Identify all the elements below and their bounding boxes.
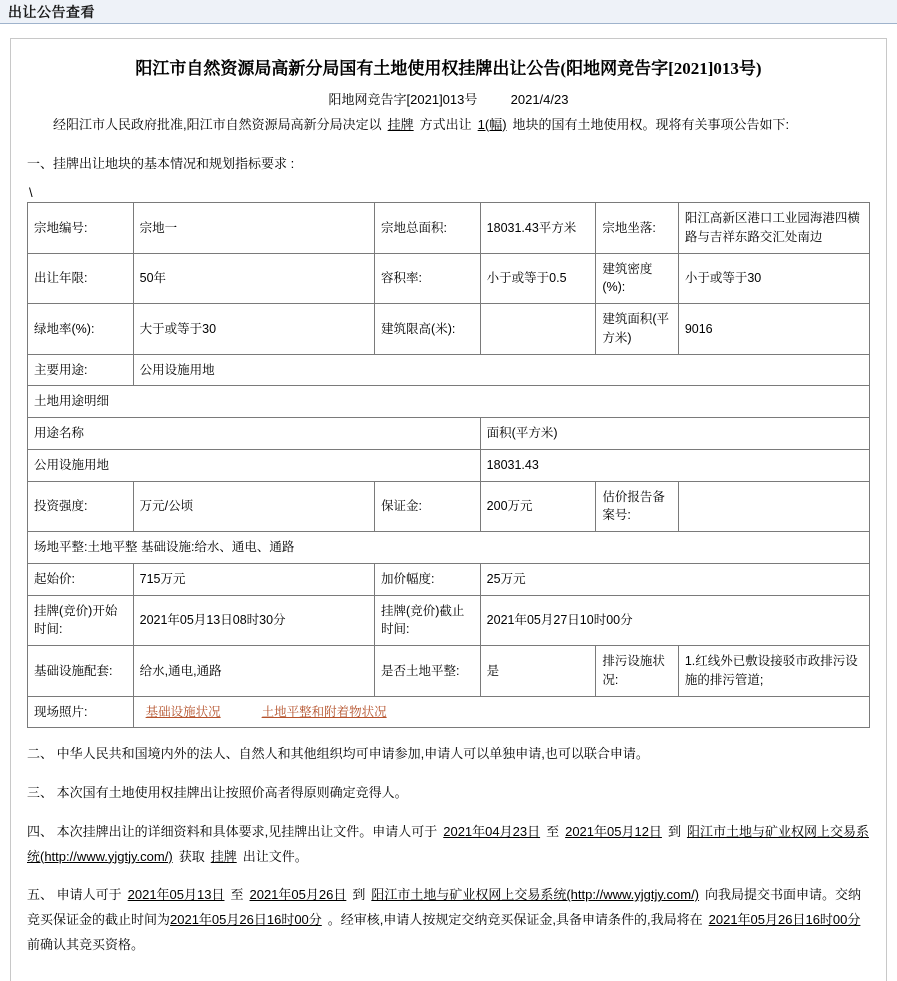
cell-site-preparation-note: 场地平整:土地平整 基础设施:给水、通电、通路 (28, 532, 870, 564)
doc-date: 2021/4/23 (510, 91, 569, 107)
cell-density-label: 建筑密度(%): (596, 253, 678, 304)
intro-text-3: 地块的国有土地使用权。现将有关事项公告如下: (512, 116, 790, 132)
clause-5-confirm-deadline: 2021年05月26日16时00分 (708, 911, 861, 927)
clause-5 (27, 883, 870, 957)
link-infrastructure-photos[interactable]: 基础设施状况 (145, 704, 221, 719)
cell-listing-end-label: 挂牌(竞价)截止时间: (375, 595, 481, 646)
clause-5-system-url: 阳江市土地与矿业权网上交易系统(http://www.yjgtjy.com/) (371, 887, 700, 903)
clause-4-system-url: 阳江市土地与矿业权网上交易系统(http://www.yjgtjy.com/) (27, 823, 869, 864)
cell-location-value: 阳江高新区港口工业园海港四横路与吉祥东路交汇处南边 (678, 203, 869, 254)
clause-5-text-1: 五、 申请人可于 (27, 887, 122, 903)
cell-leveled-value: 是 (480, 646, 596, 697)
cell-use-area-header: 面积(平方米) (480, 418, 869, 450)
table-row (28, 481, 870, 532)
clause-4-date-from: 2021年04月23日 (443, 823, 541, 839)
window-title: 出让公告查看 (8, 3, 95, 20)
table-row (28, 304, 870, 355)
cell-sewage-value: 1.红线外已敷设接驳市政排污设施的排污管道; (678, 646, 869, 697)
cell-total-area-value: 18031.43平方米 (480, 203, 596, 254)
cell-height-limit-value (480, 304, 596, 355)
clause-2: 二、 中华人民共和国境内外的法人、自然人和其他组织均可申请参加,申请人可以单独申请,也可以联合申请。 (27, 746, 649, 762)
cell-appraisal-label: 估价报告备案号: (596, 481, 678, 532)
stray-mark: \ (29, 184, 33, 200)
cell-use-name-header: 用途名称 (28, 418, 481, 450)
clause-4-text-4: 获取 (178, 848, 205, 864)
cell-sewage-label: 排污设施状况: (596, 646, 678, 697)
document-frame (10, 38, 887, 981)
clause-4-text-5: 出让文件。 (242, 848, 308, 864)
cell-green-rate-label: 绿地率(%): (28, 304, 134, 355)
table-row (28, 449, 870, 481)
table-row (28, 354, 870, 386)
intro-method: 挂牌 (387, 116, 414, 132)
table-row (28, 253, 870, 304)
clause-4 (27, 820, 870, 869)
cell-floor-area-value: 9016 (678, 304, 869, 355)
clause-3: 三、 本次国有土地使用权挂牌出让按照价高者得原则确定竞得人。 (27, 785, 408, 801)
clause-5-text-5: 。经审核,申请人按规定交纳竞买保证金,具备申请条件的,我局将在 (327, 911, 703, 927)
cell-infrastructure-label: 基础设施配套: (28, 646, 134, 697)
clause-4-date-to: 2021年05月12日 (565, 823, 662, 839)
cell-density-value: 小于或等于30 (678, 253, 869, 304)
cell-green-rate-value: 大于或等于30 (133, 304, 374, 355)
cell-far-label: 容积率: (375, 253, 481, 304)
clause-5-text-6: 前确认其竞买资格。 (27, 936, 145, 952)
intro-count: 1(幅) (477, 116, 507, 132)
cell-parcel-number-label: 宗地编号: (28, 203, 134, 254)
cell-start-price-label: 起始价: (28, 563, 134, 595)
cell-main-use-label: 主要用途: (28, 354, 134, 386)
cell-deposit-label: 保证金: (375, 481, 481, 532)
table-row (28, 386, 870, 418)
cell-term-label: 出让年限: (28, 253, 134, 304)
cell-investment-value: 万元/公顷 (133, 481, 374, 532)
cell-use-name-value: 公用设施用地 (28, 449, 481, 481)
land-parcel-table (27, 202, 870, 728)
cell-floor-area-label: 建筑面积(平方米) (596, 304, 678, 355)
table-row (28, 646, 870, 697)
intro-text-1: 经阳江市人民政府批准,阳江市自然资源局高新分局决定以 (53, 116, 382, 132)
page-title: 阳江市自然资源局高新分局国有土地使用权挂牌出让公告(阳地网竞告字[2021]013号) (135, 59, 762, 78)
clause-5-text-2: 至 (230, 887, 244, 903)
clause-5-text-3: 到 (352, 887, 366, 903)
cell-term-value: 50年 (133, 253, 374, 304)
link-site-condition-photos[interactable]: 土地平整和附着物状况 (261, 704, 387, 719)
cell-use-area-value: 18031.43 (480, 449, 869, 481)
cell-listing-start-value: 2021年05月13日08时30分 (133, 595, 374, 646)
clause-5-deposit-deadline: 2021年05月26日16时00分 (170, 911, 322, 927)
cell-infrastructure-value: 给水,通电,通路 (133, 646, 374, 697)
clause-4-text-3: 到 (667, 823, 681, 839)
intro-text-2: 方式出让 (419, 116, 472, 132)
cell-increment-value: 25万元 (480, 563, 869, 595)
window-titlebar (0, 0, 897, 24)
cell-location-label: 宗地坐落: (596, 203, 678, 254)
clause-5-date-to: 2021年05月26日 (249, 887, 347, 903)
clause-4-method: 挂牌 (210, 848, 237, 864)
document-meta (27, 89, 870, 108)
doc-number: 阳地网竞告字[2021]013号 (328, 91, 478, 107)
cell-parcel-number-value: 宗地一 (133, 203, 374, 254)
cell-listing-end-value: 2021年05月27日10时00分 (480, 595, 869, 646)
clause-4-text-2: 至 (546, 823, 560, 839)
document-area (0, 24, 897, 981)
clause-5-text-4: 向我局提交书面申请。交纳竞买保证金的截止时间为 (27, 887, 862, 927)
table-row (28, 532, 870, 564)
cell-use-detail-header: 土地用途明细 (28, 386, 870, 418)
cell-deposit-value: 200万元 (480, 481, 596, 532)
table-row (28, 203, 870, 254)
clause-5-date-from: 2021年05月13日 (127, 887, 225, 903)
clause-4-text-1: 四、 本次挂牌出让的详细资料和具体要求,见挂牌出让文件。申请人可于 (27, 823, 438, 839)
cell-far-value: 小于或等于0.5 (480, 253, 596, 304)
cell-height-limit-label: 建筑限高(米): (375, 304, 481, 355)
table-row (28, 563, 870, 595)
cell-listing-start-label: 挂牌(竞价)开始时间: (28, 595, 134, 646)
cell-leveled-label: 是否土地平整: (375, 646, 481, 697)
table-row (28, 418, 870, 450)
intro-paragraph (27, 114, 870, 137)
cell-photos-links (133, 696, 869, 728)
cell-increment-label: 加价幅度: (375, 563, 481, 595)
cell-main-use-value: 公用设施用地 (133, 354, 869, 386)
cell-total-area-label: 宗地总面积: (375, 203, 481, 254)
cell-photos-label: 现场照片: (28, 696, 134, 728)
section-1-heading: 一、挂牌出让地块的基本情况和规划指标要求 : (27, 155, 295, 171)
table-row (28, 696, 870, 728)
table-row (28, 595, 870, 646)
cell-start-price-value: 715万元 (133, 563, 374, 595)
cell-investment-label: 投资强度: (28, 481, 134, 532)
cell-appraisal-value (678, 481, 869, 532)
